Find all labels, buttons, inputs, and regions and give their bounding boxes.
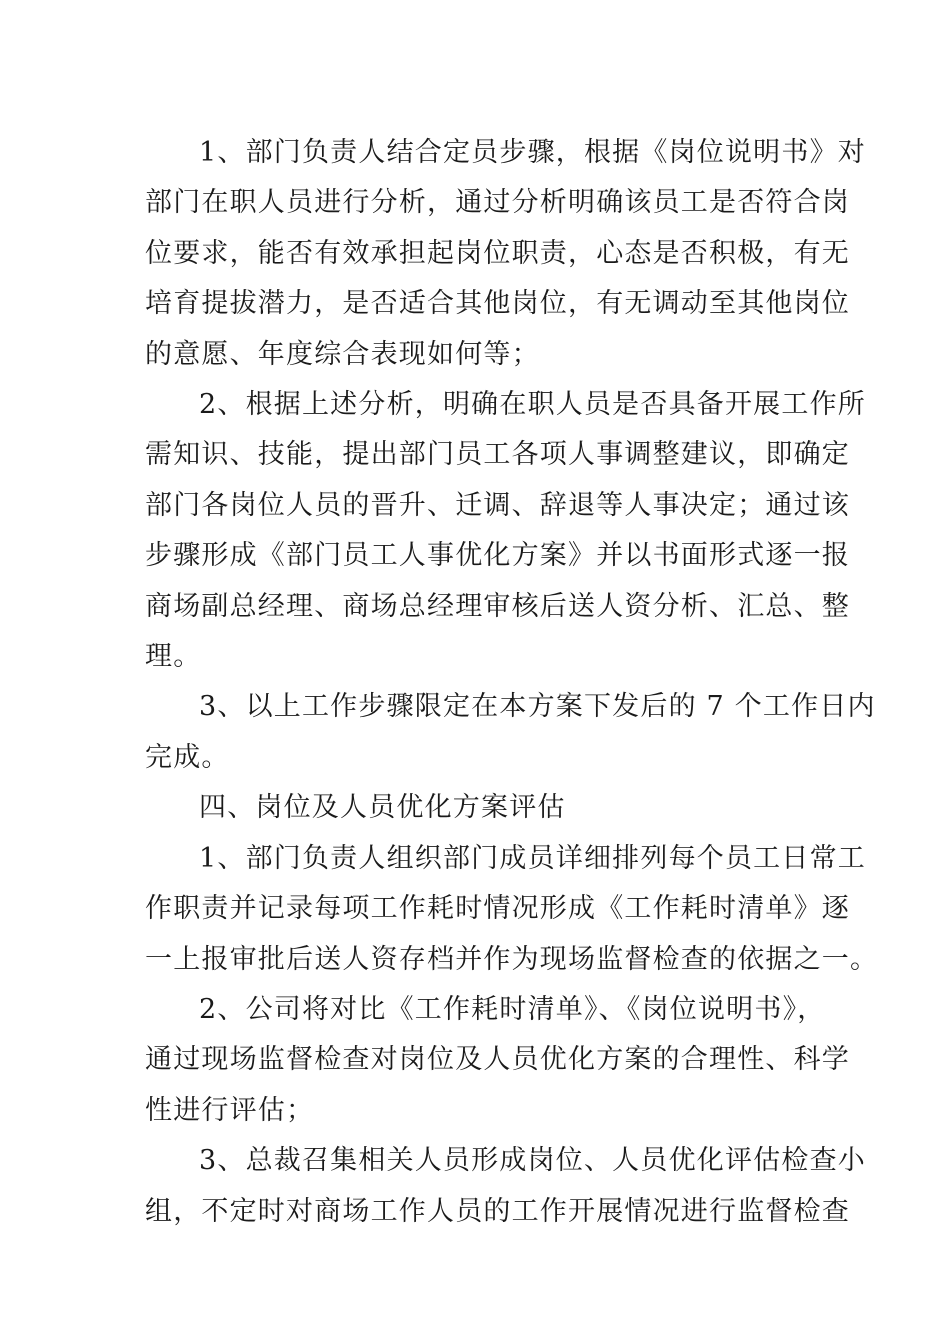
paragraph-6 — [145, 985, 850, 1136]
text-line: 商场副总经理、商场总经理审核后送人资分析、汇总、整 — [145, 590, 850, 622]
text-line: 需知识、技能，提出部门员工各项人事调整建议，即确定 — [145, 439, 850, 471]
text-line: 2、根据上述分析，明确在职人员是否具备开展工作所 — [199, 389, 866, 421]
paragraph-1 — [145, 128, 866, 380]
heading-line: 四、岗位及人员优化方案评估 — [199, 792, 566, 824]
text-line: 组，不定时对商场工作人员的工作开展情况进行监督检查 — [145, 1195, 850, 1227]
paragraph-7 — [145, 1136, 866, 1237]
text-line: 完成。 — [145, 741, 230, 773]
text-line: 通过现场监督检查对岗位及人员优化方案的合理性、科学 — [145, 1044, 850, 1076]
document-body — [145, 128, 879, 1237]
text-line: 性进行评估； — [145, 1094, 315, 1126]
text-line: 理。 — [145, 641, 202, 673]
text-line: 3、总裁召集相关人员形成岗位、人员优化评估检查小 — [199, 1145, 866, 1177]
text-line: 1、部门负责人组织部门成员详细排列每个员工日常工 — [199, 842, 866, 874]
text-line: 步骤形成《部门员工人事优化方案》并以书面形式逐一报 — [145, 540, 850, 572]
paragraph-5 — [145, 834, 879, 985]
text-line: 部门在职人员进行分析，通过分析明确该员工是否符合岗 — [145, 187, 850, 219]
paragraph-2 — [145, 380, 866, 682]
text-line: 3、以上工作步骤限定在本方案下发后的 7 个工作日内 — [199, 691, 876, 723]
text-line: 位要求，能否有效承担起岗位职责，心态是否积极，有无 — [145, 237, 850, 269]
text-line: 部门各岗位人员的晋升、迁调、辞退等人事决定；通过该 — [145, 489, 850, 521]
text-line: 作职责并记录每项工作耗时情况形成《工作耗时清单》逐 — [145, 893, 850, 925]
text-line: 的意愿、年度综合表现如何等； — [145, 338, 540, 370]
paragraph-3 — [145, 682, 876, 783]
text-line: 一上报审批后送人资存档并作为现场监督检查的依据之一。 — [145, 943, 879, 975]
section-heading — [145, 783, 807, 833]
text-line: 1、部门负责人结合定员步骤，根据《岗位说明书》对 — [199, 137, 866, 168]
text-line: 2、公司将对比《工作耗时清单》、《岗位说明书》， — [199, 993, 826, 1025]
text-line: 培育提拔潜力，是否适合其他岗位，有无调动至其他岗位 — [145, 288, 850, 320]
